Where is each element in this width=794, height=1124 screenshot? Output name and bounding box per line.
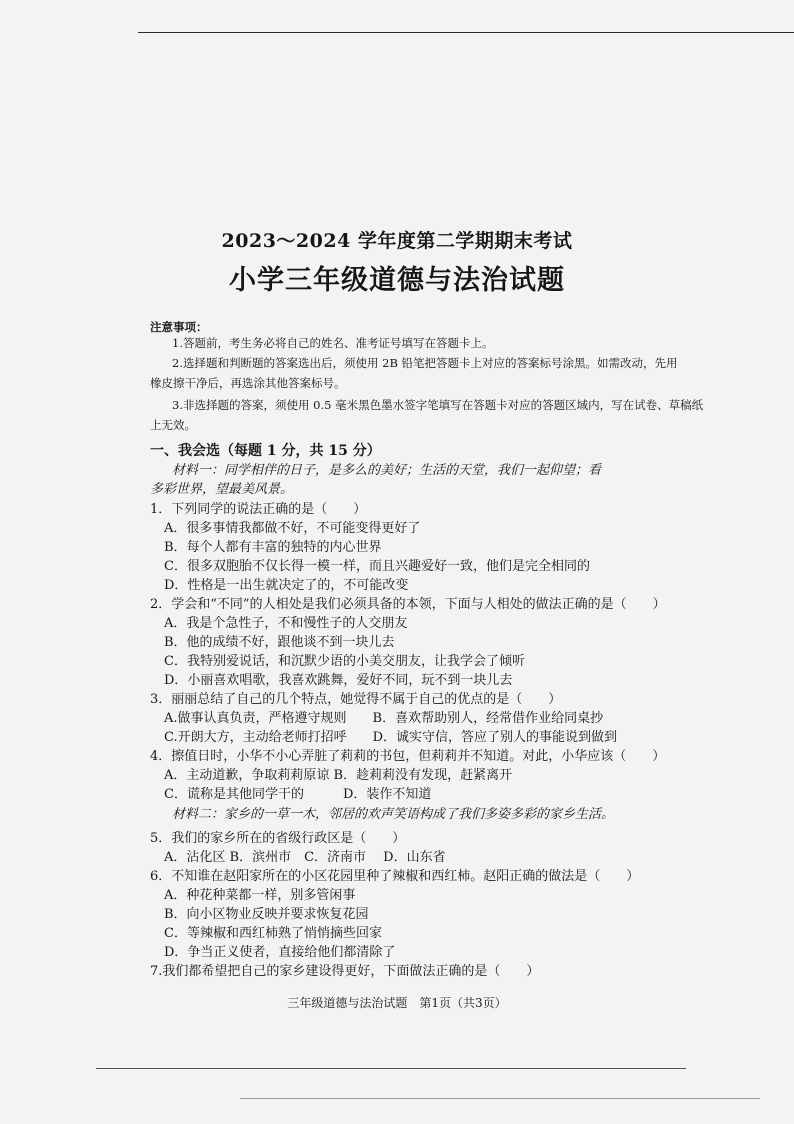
question-1-option-b: B．每个人都有丰富的独特的内心世界 bbox=[164, 540, 382, 555]
question-3-options-cd: C.开朗大方，主动给老师打招呼 D．诚实守信，答应了别人的事能说到做到 bbox=[164, 730, 618, 745]
question-2-option-a: A．我是个急性子，不和慢性子的人交朋友 bbox=[164, 616, 408, 631]
question-2-option-b: B．他的成绩不好，跟他谈不到一块儿去 bbox=[164, 635, 395, 650]
notice-item-2-line-2: 橡皮擦干净后，再选涂其他答案标号。 bbox=[150, 376, 346, 390]
exam-year-title: 2023～2024 学年度第二学期期末考试 bbox=[221, 230, 573, 252]
question-3-stem: 3．丽丽总结了自己的几个特点，她觉得不属于自己的优点的是（ ） bbox=[150, 692, 562, 707]
question-4-stem: 4．擦值日时，小华不小心弄脏了莉莉的书包，但莉莉并不知道。对此，小华应该（ ） bbox=[150, 749, 666, 764]
notice-item-1: 1.答题前，考生务必将自己的姓名、准考证号填写在答题卡上。 bbox=[172, 336, 494, 350]
question-6-option-d: D．争当正义使者，直接给他们都清除了 bbox=[164, 945, 396, 960]
question-1-option-a: A．很多事情我都做不好，不可能变得更好了 bbox=[164, 521, 421, 536]
bottom-border-line bbox=[96, 1068, 686, 1069]
material-1-line-1: 材料一：同学相伴的日子，是多么的美好；生活的天堂，我们一起仰望；看 bbox=[172, 463, 602, 478]
question-1-option-c: C．很多双胞胎不仅长得一模一样，而且兴趣爱好一致，他们是完全相同的 bbox=[164, 559, 590, 574]
question-6-option-b: B．向小区物业反映并要求恢复花园 bbox=[164, 907, 369, 922]
question-2-option-d: D．小丽喜欢唱歌，我喜欢跳舞，爱好不同，玩不到一块儿去 bbox=[164, 673, 513, 688]
question-1-option-d: D．性格是一出生就决定了的，不可能改变 bbox=[164, 578, 409, 593]
question-6-option-c: C．等辣椒和西红柿熟了悄悄摘些回家 bbox=[164, 926, 382, 941]
exam-main-title: 小学三年级道德与法治试题 bbox=[229, 265, 565, 296]
bottom-border-line-faint bbox=[240, 1098, 760, 1099]
notice-heading: 注意事项： bbox=[150, 320, 208, 334]
question-1-stem: 1．下列同学的说法正确的是（ ） bbox=[150, 502, 367, 517]
material-2: 材料二：家乡的一草一木，邻居的欢声笑语构成了我们多姿多彩的家乡生活。 bbox=[172, 807, 615, 822]
question-3-options-ab: A.做事认真负责，严格遵守规则 B．喜欢帮助别人，经常借作业给同桌抄 bbox=[164, 711, 604, 726]
question-2-option-c: C．我特别爱说话，和沉默少语的小美交朋友，让我学会了倾听 bbox=[164, 654, 525, 669]
material-1-line-2: 多彩世界，望最美风景。 bbox=[150, 482, 294, 497]
question-6-option-a: A．种花种菜都一样，别多管闲事 bbox=[164, 888, 356, 903]
section-1-heading: 一、我会选（每题 1 分，共 15 分） bbox=[150, 443, 381, 459]
question-5-options: A．沾化区 B．滨州市 C．济南市 D．山东省 bbox=[164, 850, 446, 865]
notice-item-3-line-2: 上无效。 bbox=[150, 418, 196, 432]
page-footer: 三年级道德与法治试题 第1页（共3页） bbox=[287, 996, 507, 1010]
question-7-stem: 7.我们都希望把自己的家乡建设得更好，下面做法正确的是（ ） bbox=[150, 964, 540, 979]
notice-item-3-line-1: 3.非选择题的答案，须使用 0.5 毫米黑色墨水签字笔填写在答题卡对应的答题区域内，写在试卷、草稿纸 bbox=[172, 398, 704, 412]
notice-item-2-line-1: 2.选择题和判断题的答案选出后，须使用 2B 铅笔把答题卡上对应的答案标号涂黑。如需改动，先用 bbox=[172, 356, 678, 370]
question-4-options-ab: A．主动道歉，争取莉莉原谅 B．趁莉莉没有发现，赶紧离开 bbox=[164, 768, 513, 783]
question-5-stem: 5．我们的家乡所在的省级行政区是（ ） bbox=[150, 831, 406, 846]
question-4-options-cd: C．谎称是其他同学干的 D．装作不知道 bbox=[164, 787, 432, 802]
question-6-stem: 6．不知谁在赵阳家所在的小区花园里种了辣椒和西红柿。赵阳正确的做法是（ ） bbox=[150, 869, 640, 884]
top-border-line bbox=[138, 32, 794, 33]
question-2-stem: 2．学会和“不同”的人相处是我们必须具备的本领，下面与人相处的做法正确的是（ ） bbox=[150, 597, 666, 612]
